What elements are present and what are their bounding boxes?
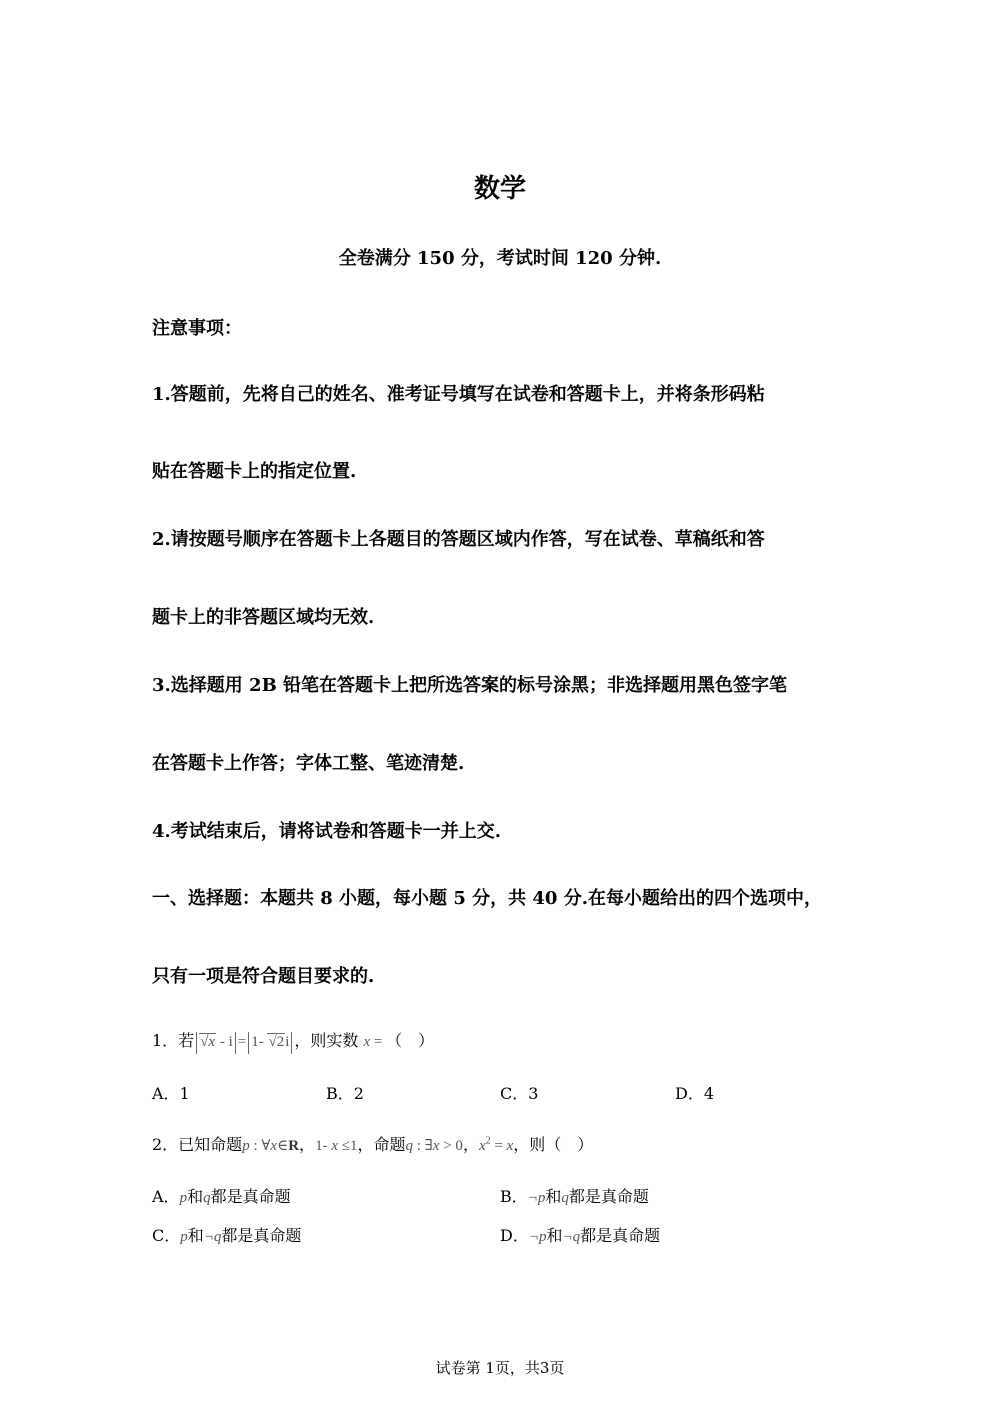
question-2-option-a[interactable]: A．p和q都是真命题	[152, 1187, 291, 1206]
question-2-option-d[interactable]: D．¬p和¬q都是真命题	[500, 1226, 661, 1245]
notice-item-2-line1: 2.请按题号顺序在答题卡上各题目的答题区域内作答，写在试卷、草稿纸和答	[152, 529, 765, 550]
question-2-option-b[interactable]: B．¬p和q都是真命题	[500, 1187, 649, 1206]
question-1-formula: √x - i = 1- √2i	[194, 1034, 294, 1050]
exam-info: 全卷满分 150 分，考试时间 120 分钟.	[338, 248, 662, 269]
question-2-prefix: 2．已知命题	[152, 1135, 243, 1154]
notice-item-1-line1: 1.答题前，先将自己的姓名、准考证号填写在试卷和答题卡上，并将条形码粘	[152, 384, 765, 405]
notice-item-3-line1: 3.选择题用 2B 铅笔在答题卡上把所选答案的标号涂黑；非选择题用黑色签字笔	[152, 675, 788, 696]
question-1-option-b[interactable]: B．2	[326, 1084, 364, 1103]
proposition-q-formula: q : ∃x > 0	[405, 1138, 463, 1154]
question-1-option-d[interactable]: D．4	[675, 1084, 715, 1103]
question-1-prefix: 1．若	[152, 1031, 195, 1050]
notice-item-3-line2: 在答题卡上作答；字体工整、笔迹清楚.	[152, 753, 465, 774]
section-heading-line2: 只有一项是符合题目要求的.	[152, 966, 375, 987]
question-2-option-c[interactable]: C．p和¬q都是真命题	[152, 1226, 302, 1245]
question-1-option-a[interactable]: A．1	[152, 1084, 190, 1103]
notice-item-1-line2: 贴在答题卡上的指定位置.	[152, 461, 357, 482]
proposition-p-inequality: 1- x ≤1	[315, 1138, 358, 1154]
question-1-suffix: （ ）	[386, 1031, 435, 1050]
proposition-p-formula: p : ∀x∈R	[242, 1138, 300, 1154]
question-1-var: x	[363, 1034, 371, 1050]
question-2-mid: ，命题	[357, 1135, 406, 1154]
notice-item-2-line2: 题卡上的非答题区域均无效.	[152, 607, 375, 628]
page-title: 数学	[473, 174, 526, 204]
notice-item-4-line1: 4.考试结束后，请将试卷和答题卡一并上交.	[152, 821, 502, 842]
page-footer: 试卷第 1页，共3页	[435, 1359, 565, 1377]
question-2: 2．已知命题p : ∀x∈R，1- x ≤1，命题q : ∃x > 0，$x^2 = x$，则（ ）	[152, 1135, 594, 1154]
proposition-q-equation: $x^2 = x$	[478, 1135, 514, 1154]
section-heading-line1: 一、选择题：本题共 8 小题，每小题 5 分，共 40 分.在每小题给出的四个选项中，	[152, 888, 822, 909]
question-1: 1．若 √x - i = 1- √2i ，则实数 x = （ ）	[152, 1028, 434, 1054]
notice-heading: 注意事项：	[152, 318, 242, 339]
question-1-option-c[interactable]: C．3	[500, 1084, 539, 1103]
question-2-suffix: ，则（ ）	[513, 1135, 594, 1154]
question-1-mid: ，则实数	[294, 1031, 359, 1050]
